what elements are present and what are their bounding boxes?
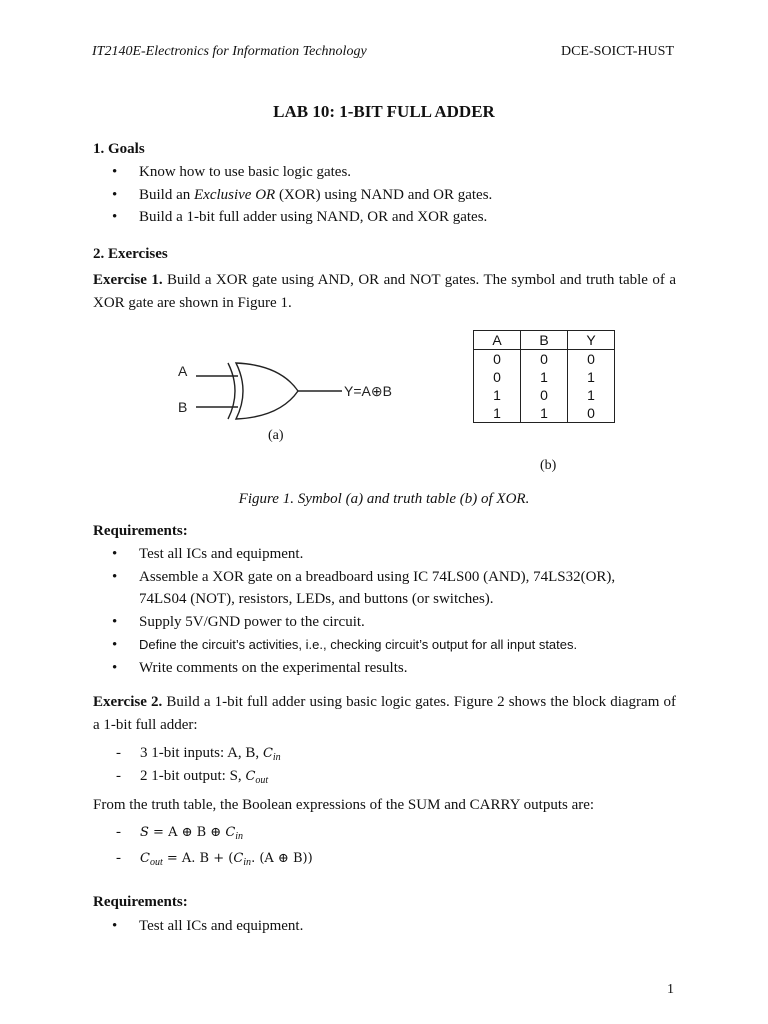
tt-header-b: B — [521, 331, 568, 350]
boolean-intro: From the truth table, the Boolean expressions of the SUM and CARRY outputs are: — [93, 797, 595, 813]
requirement-item: • Write comments on the experimental results. — [112, 660, 408, 676]
table-row: 0 0 0 — [474, 350, 615, 369]
xor-output: Y=A⊕B — [344, 383, 392, 399]
requirement-item: • Test all ICs and equipment. — [112, 546, 304, 562]
ex2-outputs: - 2 1-bit output: S, $C_{out}$ — [116, 768, 269, 786]
exercise-1-text: Exercise 1. Build a XOR gate using AND, OR and NOT gates. The symbol and truth table of a XOR gate are shown in Figure 1. — [93, 272, 676, 311]
carry-equation: - $C_{out} = A$. $B + (C_{in}$. (A ⊕ B)) — [116, 850, 313, 868]
requirements-heading: Requirements: — [93, 523, 188, 539]
sum-equation: - S = A ⊕ B ⊕ $C_{in}$ — [116, 824, 244, 842]
figure-label-b: (b) — [540, 458, 557, 473]
exercise-2-text: Exercise 2. Build a 1-bit full adder using basic logic gates. Figure 2 shows the block diagram of a 1-bit full adder: — [93, 694, 676, 733]
requirement-item: • Assemble a XOR gate on a breadboard using IC 74LS00 (AND), 74LS32(OR), — [112, 569, 616, 585]
course-header: IT2140E-Electronics for Information Technology — [92, 44, 367, 59]
xor-gate-symbol — [170, 355, 430, 425]
goal-item: • Know how to use basic logic gates. — [112, 164, 352, 180]
requirements-heading-2: Requirements: — [93, 894, 188, 910]
xor-input-a: A — [178, 363, 188, 379]
page-title: LAB 10: 1-BIT FULL ADDER — [273, 102, 495, 121]
requirement-item: • Supply 5V/GND power to the circuit. — [112, 614, 365, 630]
table-row: 1 1 0 — [474, 404, 615, 423]
goal-item: • Build a 1-bit full adder using NAND, OR and XOR gates. — [112, 209, 488, 225]
page-number: 1 — [667, 982, 674, 997]
requirement-item: • Define the circuit’s activities, i.e., checking circuit’s output for all input states. — [112, 637, 578, 653]
goal-item: • Build an Exclusive OR (XOR) using NAND and OR gates. — [112, 187, 493, 203]
table-row: 1 0 1 — [474, 386, 615, 404]
figure-label-a: (a) — [268, 428, 284, 443]
ex2-inputs: - 3 1-bit inputs: A, B, $C_{in}$ — [116, 745, 281, 763]
tt-header-y: Y — [568, 331, 615, 350]
figure-caption: Figure 1. Symbol (a) and truth table (b) of XOR. — [238, 491, 530, 507]
tt-header-a: A — [474, 331, 521, 350]
goals-heading: 1. Goals — [93, 141, 145, 157]
xor-input-b: B — [178, 399, 188, 415]
xor-truth-table — [473, 330, 615, 423]
exercises-heading: 2. Exercises — [93, 246, 168, 262]
requirement-item-continued: 74LS04 (NOT), resistors, LEDs, and buttons (or switches). — [139, 591, 494, 607]
dept-header: DCE-SOICT-HUST — [560, 44, 674, 59]
requirement-item: • Test all ICs and equipment. — [112, 918, 304, 934]
table-row: 0 1 1 — [474, 368, 615, 386]
